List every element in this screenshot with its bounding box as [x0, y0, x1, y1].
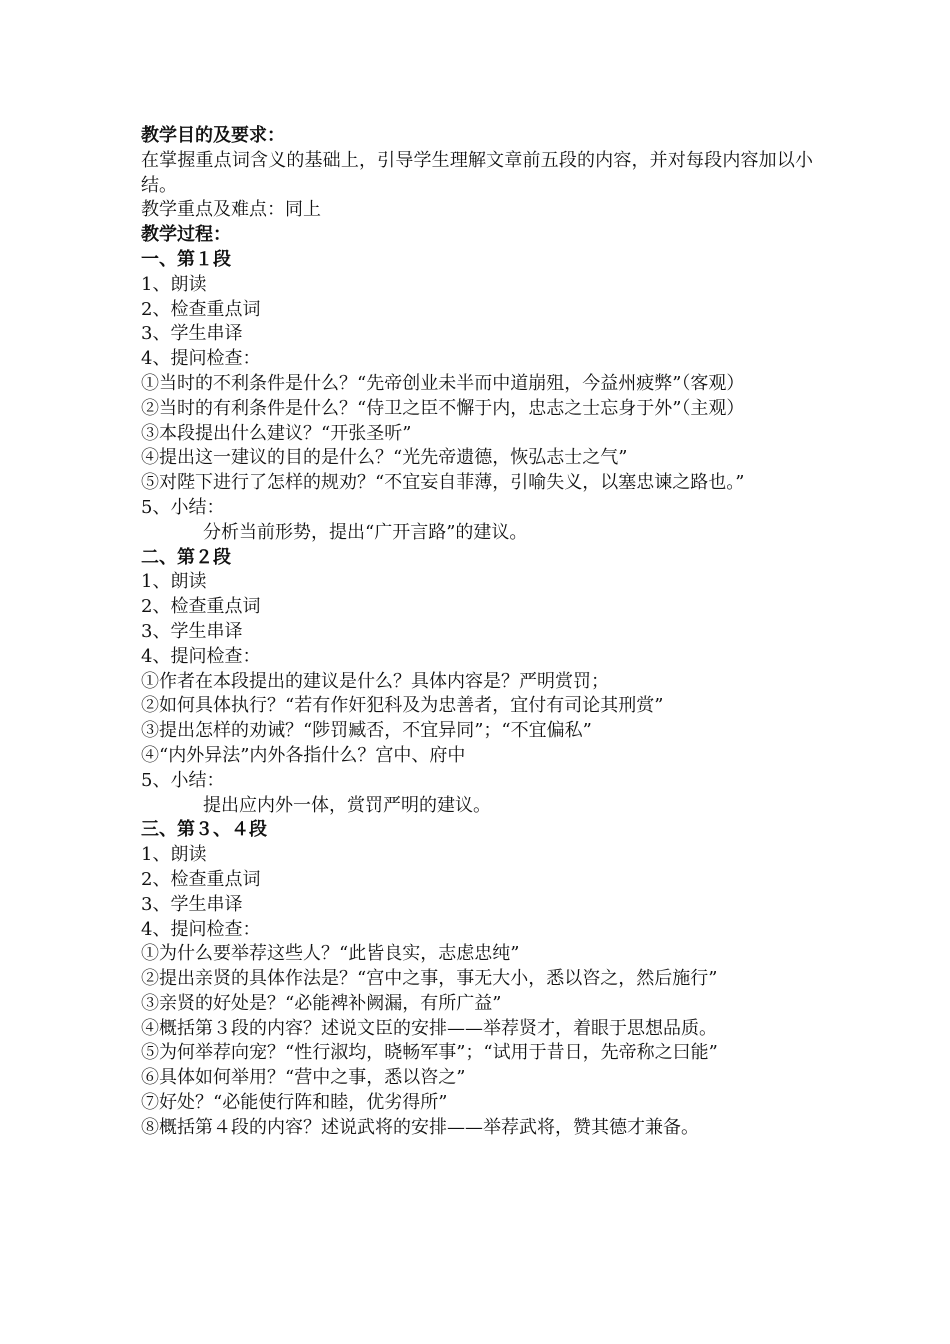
section-3-question: ⑦好处？“必能使行阵和睦，优劣得所” — [141, 1092, 448, 1114]
section-1-question: ②当时的有利条件是什么？“侍卫之臣不懈于内，忠志之士忘身于外”（主观） — [141, 397, 745, 419]
section-3-question: ②提出亲贤的具体作法是？“宫中之事，事无大小，悉以咨之，然后施行” — [141, 968, 718, 990]
section-3-question: ①为什么要举荐这些人？“此皆良实，志虑忠纯” — [141, 943, 520, 965]
section-1-step: 2、检查重点词 — [141, 298, 261, 320]
process-heading: 教学过程： — [141, 224, 231, 246]
section-1-step: 3、学生串译 — [141, 323, 243, 345]
section-2-question: ②如何具体执行？“若有作奸犯科及为忠善者，宜付有司论其刑赏” — [141, 695, 664, 717]
section-3-step: 4、提问检查： — [141, 918, 261, 940]
section-2-summary: 提出应内外一体，赏罚严明的建议。 — [203, 794, 491, 816]
section-2-question: ④“内外异法”内外各指什么？宫中、府中 — [141, 744, 466, 766]
section-3-step: 3、学生串译 — [141, 893, 243, 915]
section-3-question: ⑤为何举荐向宠？“性行淑均，晓畅军事”；“试用于昔日，先帝称之曰能” — [141, 1042, 718, 1064]
section-1-step: 1、朗读 — [141, 273, 207, 295]
section-1-step: 4、提问检查： — [141, 348, 261, 370]
goal-heading: 教学目的及要求： — [141, 125, 285, 146]
section-1-question: ④提出这一建议的目的是什么？“光先帝遗德，恢弘志士之气” — [141, 447, 628, 469]
section-3-title: 三、第３、４段 — [141, 819, 267, 841]
section-1-question: ①当时的不利条件是什么？“先帝创业未半而中道崩殂，今益州疲弊”（客观） — [141, 372, 745, 394]
section-3-question: ⑥具体如何举用？“营中之事，悉以咨之” — [141, 1067, 466, 1089]
section-2-summary-label: 5、小结： — [141, 769, 225, 791]
goal-text: 在掌握重点词含义的基础上，引导学生理解文章前五段的内容，并对每段内容加以小结。 — [141, 149, 813, 196]
section-1-question: ⑤对陛下进行了怎样的规劝？“不宜妄自菲薄，引喻失义，以塞忠谏之路也。” — [141, 472, 745, 494]
section-3-question: ⑧概括第４段的内容？述说武将的安排——举荐武将，赞其德才兼备。 — [141, 1116, 699, 1138]
section-2-question: ③提出怎样的劝诫？“陟罚臧否，不宜异同”；“不宜偏私” — [141, 720, 592, 742]
section-2-question: ①作者在本段提出的建议是什么？具体内容是？严明赏罚； — [141, 670, 609, 692]
section-1-title: 一、第１段 — [141, 248, 231, 270]
section-1-summary-label: 5、小结： — [141, 496, 225, 518]
section-2-step: 1、朗读 — [141, 571, 207, 593]
document-page — [141, 124, 813, 1141]
section-3-question: ③亲贤的好处是？“必能裨补阙漏，有所广益” — [141, 992, 502, 1014]
section-3-question: ④概括第３段的内容？述说文臣的安排——举荐贤才，着眼于思想品质。 — [141, 1017, 717, 1039]
section-2-step: 4、提问检查： — [141, 645, 261, 667]
section-2-title: 二、第２段 — [141, 546, 231, 568]
section-1-summary: 分析当前形势，提出“广开言路”的建议。 — [203, 521, 528, 543]
section-3-step: 2、检查重点词 — [141, 868, 261, 890]
section-2-step: 3、学生串译 — [141, 620, 243, 642]
section-2-step: 2、检查重点词 — [141, 596, 261, 618]
key-points: 教学重点及难点：同上 — [141, 199, 321, 221]
section-1-question: ③本段提出什么建议？“开张圣听” — [141, 422, 412, 444]
section-3-step: 1、朗读 — [141, 844, 207, 866]
